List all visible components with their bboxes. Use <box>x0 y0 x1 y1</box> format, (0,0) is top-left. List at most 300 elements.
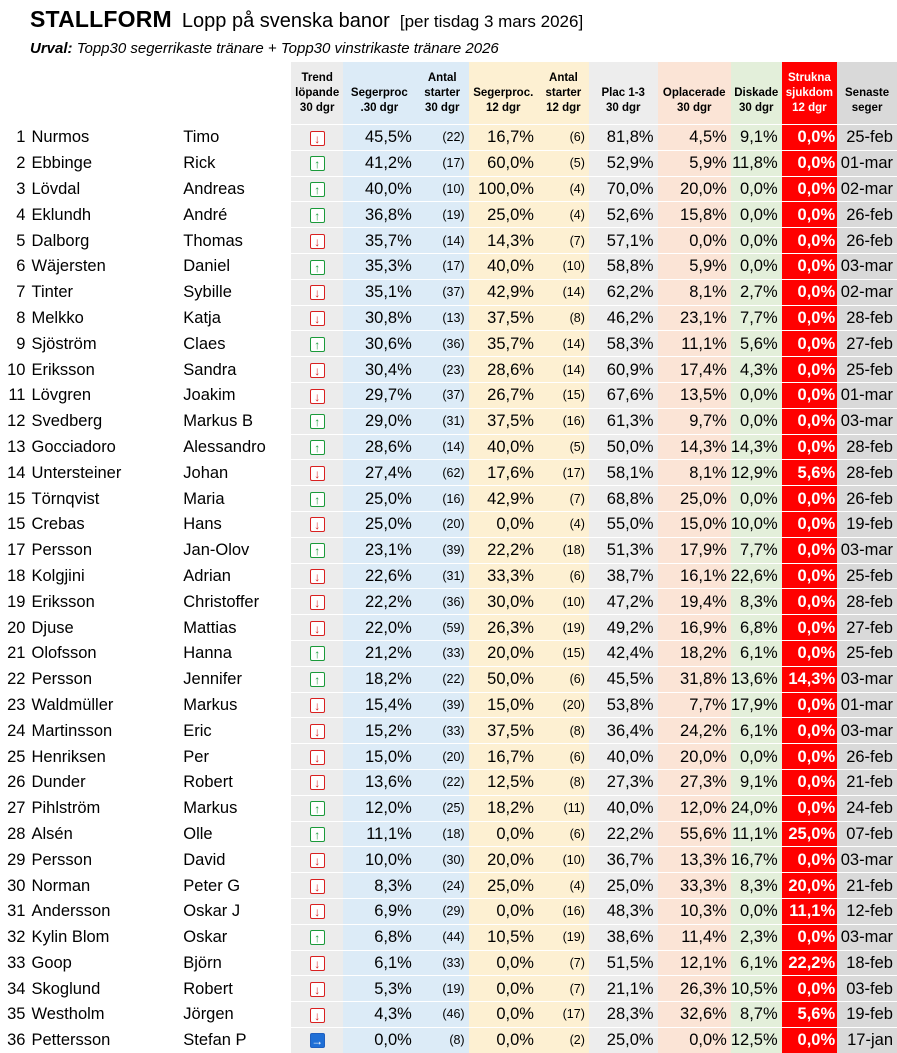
trend-cell <box>291 511 342 537</box>
rank-cell: 24 <box>0 718 29 744</box>
dq-cell: 12,9% <box>731 460 782 486</box>
unplaced-cell: 7,7% <box>658 692 731 718</box>
last-name-cell: Norman <box>29 873 181 899</box>
trend-down-arrow-icon: ↓ <box>310 569 325 584</box>
sick-cell: 14,3% <box>782 666 838 692</box>
win12-cell: 25,0% <box>469 202 538 228</box>
last-win-cell: 03-mar <box>837 537 897 563</box>
trend-cell <box>291 924 342 950</box>
unplaced-cell: 0,0% <box>658 1027 731 1052</box>
place-cell: 25,0% <box>589 873 658 899</box>
table-row <box>0 228 897 254</box>
starts30-cell: (24) <box>416 873 469 899</box>
last-win-cell: 26-feb <box>837 228 897 254</box>
first-name-cell: Olle <box>181 821 291 847</box>
table-row <box>0 125 897 151</box>
win30-cell: 29,0% <box>343 408 416 434</box>
first-name-cell: Per <box>181 744 291 770</box>
last-name-cell: Pihlström <box>29 795 181 821</box>
place-cell: 36,7% <box>589 847 658 873</box>
dq-cell: 8,3% <box>731 589 782 615</box>
first-name-cell: Sandra <box>181 357 291 383</box>
trend-cell <box>291 357 342 383</box>
starts12-cell: (18) <box>538 537 589 563</box>
starts30-cell: (16) <box>416 486 469 512</box>
trend-cell <box>291 331 342 357</box>
last-name-cell: Persson <box>29 666 181 692</box>
starts12-cell: (2) <box>538 1027 589 1052</box>
first-name-cell: Peter G <box>181 873 291 899</box>
trend-up-arrow-icon: ↑ <box>310 930 325 945</box>
last-name-cell: Crebas <box>29 511 181 537</box>
first-name-cell: Sybille <box>181 279 291 305</box>
last-win-cell: 01-mar <box>837 150 897 176</box>
win12-cell: 35,7% <box>469 331 538 357</box>
dq-cell: 13,6% <box>731 666 782 692</box>
starts12-cell: (6) <box>538 666 589 692</box>
place-cell: 58,1% <box>589 460 658 486</box>
dq-cell: 0,0% <box>731 744 782 770</box>
starts12-cell: (15) <box>538 640 589 666</box>
last-name-cell: Henriksen <box>29 744 181 770</box>
last-name-cell: Törnqvist <box>29 486 181 512</box>
starts30-cell: (59) <box>416 615 469 641</box>
last-win-cell: 24-feb <box>837 795 897 821</box>
last-name-cell: Dalborg <box>29 228 181 254</box>
starts12-cell: (7) <box>538 976 589 1002</box>
starts30-cell: (23) <box>416 357 469 383</box>
win12-cell: 14,3% <box>469 228 538 254</box>
first-name-cell: Jörgen <box>181 1002 291 1028</box>
win30-cell: 27,4% <box>343 460 416 486</box>
first-name-cell: Maria <box>181 486 291 512</box>
starts12-cell: (20) <box>538 692 589 718</box>
table-row <box>0 202 897 228</box>
dq-cell: 8,3% <box>731 873 782 899</box>
unplaced-cell: 19,4% <box>658 589 731 615</box>
table-row <box>0 873 897 899</box>
header-last-name <box>29 62 181 125</box>
first-name-cell: André <box>181 202 291 228</box>
dq-cell: 11,1% <box>731 821 782 847</box>
last-name-cell: Westholm <box>29 1002 181 1028</box>
trend-cell <box>291 460 342 486</box>
starts12-cell: (14) <box>538 279 589 305</box>
place-cell: 57,1% <box>589 228 658 254</box>
last-name-cell: Gocciadoro <box>29 434 181 460</box>
table-row <box>0 486 897 512</box>
unplaced-cell: 23,1% <box>658 305 731 331</box>
last-name-cell: Untersteiner <box>29 460 181 486</box>
dq-cell: 7,7% <box>731 305 782 331</box>
sick-cell: 0,0% <box>782 924 838 950</box>
table-row <box>0 382 897 408</box>
starts30-cell: (18) <box>416 821 469 847</box>
dq-cell: 24,0% <box>731 795 782 821</box>
place-cell: 52,9% <box>589 150 658 176</box>
starts30-cell: (36) <box>416 331 469 357</box>
trend-cell <box>291 744 342 770</box>
starts30-cell: (14) <box>416 434 469 460</box>
starts30-cell: (17) <box>416 150 469 176</box>
last-win-cell: 27-feb <box>837 331 897 357</box>
trend-down-arrow-icon: ↓ <box>310 956 325 971</box>
first-name-cell: Markus <box>181 795 291 821</box>
trend-cell <box>291 821 342 847</box>
trend-cell <box>291 873 342 899</box>
place-cell: 36,4% <box>589 718 658 744</box>
starts30-cell: (22) <box>416 769 469 795</box>
unplaced-cell: 15,0% <box>658 511 731 537</box>
table-row <box>0 434 897 460</box>
first-name-cell: Oskar <box>181 924 291 950</box>
trend-cell <box>291 847 342 873</box>
sick-cell: 0,0% <box>782 718 838 744</box>
last-win-cell: 28-feb <box>837 434 897 460</box>
unplaced-cell: 16,9% <box>658 615 731 641</box>
unplaced-cell: 31,8% <box>658 666 731 692</box>
first-name-cell: Adrian <box>181 563 291 589</box>
trend-down-arrow-icon: ↓ <box>310 750 325 765</box>
win12-cell: 16,7% <box>469 125 538 151</box>
sick-cell: 22,2% <box>782 950 838 976</box>
starts30-cell: (14) <box>416 228 469 254</box>
starts30-cell: (25) <box>416 795 469 821</box>
win30-cell: 28,6% <box>343 434 416 460</box>
starts30-cell: (10) <box>416 176 469 202</box>
header-last-win: Senaste seger <box>837 62 897 125</box>
win12-cell: 22,2% <box>469 537 538 563</box>
starts12-cell: (10) <box>538 253 589 279</box>
unplaced-cell: 13,5% <box>658 382 731 408</box>
table-row <box>0 640 897 666</box>
header-place: Plac 1-3 30 dgr <box>589 62 658 125</box>
rank-cell: 2 <box>0 150 29 176</box>
win30-cell: 22,6% <box>343 563 416 589</box>
trend-cell <box>291 279 342 305</box>
starts12-cell: (14) <box>538 331 589 357</box>
win12-cell: 18,2% <box>469 795 538 821</box>
starts12-cell: (6) <box>538 744 589 770</box>
trend-cell <box>291 950 342 976</box>
sick-cell: 0,0% <box>782 640 838 666</box>
sick-cell: 0,0% <box>782 331 838 357</box>
table-row <box>0 769 897 795</box>
table-row <box>0 460 897 486</box>
first-name-cell: Claes <box>181 331 291 357</box>
trend-down-arrow-icon: ↓ <box>310 234 325 249</box>
sick-cell: 0,0% <box>782 511 838 537</box>
place-cell: 68,8% <box>589 486 658 512</box>
rank-cell: 15 <box>0 511 29 537</box>
starts12-cell: (8) <box>538 718 589 744</box>
dq-cell: 10,5% <box>731 976 782 1002</box>
sick-cell: 0,0% <box>782 589 838 615</box>
trend-down-arrow-icon: ↓ <box>310 698 325 713</box>
starts12-cell: (8) <box>538 305 589 331</box>
dq-cell: 12,5% <box>731 1027 782 1052</box>
place-cell: 25,0% <box>589 1027 658 1052</box>
trend-cell <box>291 769 342 795</box>
starts30-cell: (22) <box>416 666 469 692</box>
last-name-cell: Olofsson <box>29 640 181 666</box>
starts12-cell: (8) <box>538 769 589 795</box>
starts30-cell: (39) <box>416 692 469 718</box>
win12-cell: 16,7% <box>469 744 538 770</box>
trend-down-arrow-icon: ↓ <box>310 517 325 532</box>
rank-cell: 23 <box>0 692 29 718</box>
rank-cell: 35 <box>0 1002 29 1028</box>
last-name-cell: Ebbinge <box>29 150 181 176</box>
trend-up-arrow-icon: ↑ <box>310 337 325 352</box>
table-row <box>0 537 897 563</box>
rank-cell: 29 <box>0 847 29 873</box>
last-win-cell: 03-mar <box>837 847 897 873</box>
dq-cell: 2,3% <box>731 924 782 950</box>
place-cell: 58,3% <box>589 331 658 357</box>
unplaced-cell: 14,3% <box>658 434 731 460</box>
win12-cell: 37,5% <box>469 718 538 744</box>
rank-cell: 30 <box>0 873 29 899</box>
rank-cell: 33 <box>0 950 29 976</box>
table-row <box>0 305 897 331</box>
last-name-cell: Dunder <box>29 769 181 795</box>
sick-cell: 0,0% <box>782 847 838 873</box>
dq-cell: 16,7% <box>731 847 782 873</box>
win30-cell: 13,6% <box>343 769 416 795</box>
header-win12: Segerproc. 12 dgr <box>469 62 538 125</box>
rank-cell: 18 <box>0 563 29 589</box>
unplaced-cell: 20,0% <box>658 176 731 202</box>
first-name-cell: Markus <box>181 692 291 718</box>
rank-cell: 34 <box>0 976 29 1002</box>
rank-cell: 25 <box>0 744 29 770</box>
win12-cell: 0,0% <box>469 950 538 976</box>
header-starts30: Antal starter 30 dgr <box>416 62 469 125</box>
trend-cell <box>291 150 342 176</box>
trend-down-arrow-icon: ↓ <box>310 982 325 997</box>
sick-cell: 0,0% <box>782 744 838 770</box>
win30-cell: 30,4% <box>343 357 416 383</box>
last-name-cell: Martinsson <box>29 718 181 744</box>
trend-cell <box>291 640 342 666</box>
trend-cell <box>291 976 342 1002</box>
dq-cell: 6,1% <box>731 640 782 666</box>
last-win-cell: 21-feb <box>837 769 897 795</box>
place-cell: 60,9% <box>589 357 658 383</box>
last-win-cell: 26-feb <box>837 202 897 228</box>
win30-cell: 22,0% <box>343 615 416 641</box>
last-win-cell: 01-mar <box>837 382 897 408</box>
trend-down-arrow-icon: ↓ <box>310 775 325 790</box>
starts30-cell: (37) <box>416 382 469 408</box>
starts12-cell: (16) <box>538 898 589 924</box>
rank-cell: 26 <box>0 769 29 795</box>
place-cell: 28,3% <box>589 1002 658 1028</box>
rank-cell: 1 <box>0 125 29 151</box>
last-name-cell: Melkko <box>29 305 181 331</box>
sick-cell: 0,0% <box>782 976 838 1002</box>
dq-cell: 5,6% <box>731 331 782 357</box>
starts12-cell: (19) <box>538 924 589 950</box>
last-name-cell: Lövgren <box>29 382 181 408</box>
unplaced-cell: 10,3% <box>658 898 731 924</box>
dq-cell: 0,0% <box>731 253 782 279</box>
place-cell: 50,0% <box>589 434 658 460</box>
starts12-cell: (14) <box>538 357 589 383</box>
last-win-cell: 17-jan <box>837 1027 897 1052</box>
trend-cell <box>291 898 342 924</box>
dq-cell: 4,3% <box>731 357 782 383</box>
unplaced-cell: 26,3% <box>658 976 731 1002</box>
rank-cell: 13 <box>0 434 29 460</box>
starts30-cell: (29) <box>416 898 469 924</box>
dq-cell: 0,0% <box>731 382 782 408</box>
table-row <box>0 253 897 279</box>
starts30-cell: (19) <box>416 976 469 1002</box>
last-win-cell: 03-mar <box>837 718 897 744</box>
win30-cell: 25,0% <box>343 486 416 512</box>
sick-cell: 0,0% <box>782 692 838 718</box>
win30-cell: 35,3% <box>343 253 416 279</box>
dq-cell: 6,1% <box>731 950 782 976</box>
unplaced-cell: 4,5% <box>658 125 731 151</box>
win12-cell: 17,6% <box>469 460 538 486</box>
first-name-cell: Andreas <box>181 176 291 202</box>
trend-up-arrow-icon: ↑ <box>310 182 325 197</box>
sick-cell: 0,0% <box>782 486 838 512</box>
table-row <box>0 821 897 847</box>
win30-cell: 23,1% <box>343 537 416 563</box>
last-win-cell: 21-feb <box>837 873 897 899</box>
starts12-cell: (7) <box>538 950 589 976</box>
trend-down-arrow-icon: ↓ <box>310 389 325 404</box>
trend-down-arrow-icon: ↓ <box>310 853 325 868</box>
sick-cell: 0,0% <box>782 563 838 589</box>
unplaced-cell: 11,4% <box>658 924 731 950</box>
last-win-cell: 01-mar <box>837 692 897 718</box>
trend-cell <box>291 125 342 151</box>
trend-cell <box>291 692 342 718</box>
starts30-cell: (39) <box>416 537 469 563</box>
table-row <box>0 511 897 537</box>
table-row <box>0 279 897 305</box>
starts12-cell: (4) <box>538 873 589 899</box>
win12-cell: 28,6% <box>469 357 538 383</box>
trend-down-arrow-icon: ↓ <box>310 285 325 300</box>
win12-cell: 42,9% <box>469 486 538 512</box>
table-row <box>0 744 897 770</box>
unplaced-cell: 18,2% <box>658 640 731 666</box>
starts12-cell: (7) <box>538 228 589 254</box>
win12-cell: 0,0% <box>469 511 538 537</box>
header-sick: Strukna sjukdom 12 dgr <box>782 62 838 125</box>
win30-cell: 30,8% <box>343 305 416 331</box>
win30-cell: 6,8% <box>343 924 416 950</box>
table-row <box>0 563 897 589</box>
sick-cell: 0,0% <box>782 279 838 305</box>
last-name-cell: Eriksson <box>29 589 181 615</box>
place-cell: 48,3% <box>589 898 658 924</box>
starts30-cell: (20) <box>416 744 469 770</box>
win30-cell: 35,1% <box>343 279 416 305</box>
win12-cell: 37,5% <box>469 408 538 434</box>
place-cell: 40,0% <box>589 795 658 821</box>
first-name-cell: Katja <box>181 305 291 331</box>
unplaced-cell: 8,1% <box>658 460 731 486</box>
last-win-cell: 25-feb <box>837 563 897 589</box>
starts12-cell: (4) <box>538 511 589 537</box>
starts30-cell: (13) <box>416 305 469 331</box>
rank-cell: 27 <box>0 795 29 821</box>
place-cell: 49,2% <box>589 615 658 641</box>
starts12-cell: (4) <box>538 202 589 228</box>
trend-down-arrow-icon: ↓ <box>310 311 325 326</box>
sick-cell: 25,0% <box>782 821 838 847</box>
win12-cell: 42,9% <box>469 279 538 305</box>
starts30-cell: (33) <box>416 640 469 666</box>
place-cell: 61,3% <box>589 408 658 434</box>
trend-down-arrow-icon: ↓ <box>310 595 325 610</box>
place-cell: 81,8% <box>589 125 658 151</box>
last-win-cell: 02-mar <box>837 176 897 202</box>
table-row <box>0 718 897 744</box>
unplaced-cell: 32,6% <box>658 1002 731 1028</box>
trend-cell <box>291 408 342 434</box>
rank-cell: 28 <box>0 821 29 847</box>
sick-cell: 0,0% <box>782 769 838 795</box>
last-name-cell: Nurmos <box>29 125 181 151</box>
win30-cell: 4,3% <box>343 1002 416 1028</box>
sick-cell: 0,0% <box>782 150 838 176</box>
place-cell: 62,2% <box>589 279 658 305</box>
starts30-cell: (8) <box>416 1027 469 1052</box>
sick-cell: 0,0% <box>782 795 838 821</box>
win30-cell: 6,9% <box>343 898 416 924</box>
win30-cell: 15,0% <box>343 744 416 770</box>
trend-up-arrow-icon: ↑ <box>310 646 325 661</box>
place-cell: 46,2% <box>589 305 658 331</box>
first-name-cell: Jan-Olov <box>181 537 291 563</box>
trend-up-arrow-icon: ↑ <box>310 208 325 223</box>
rank-cell: 7 <box>0 279 29 305</box>
rank-cell: 17 <box>0 537 29 563</box>
brand-title: STALLFORM <box>30 6 172 32</box>
last-win-cell: 25-feb <box>837 125 897 151</box>
last-win-cell: 03-mar <box>837 253 897 279</box>
unplaced-cell: 15,8% <box>658 202 731 228</box>
last-name-cell: Andersson <box>29 898 181 924</box>
dq-cell: 11,8% <box>731 150 782 176</box>
trend-down-arrow-icon: ↓ <box>310 879 325 894</box>
win30-cell: 30,6% <box>343 331 416 357</box>
trend-cell <box>291 1027 342 1052</box>
unplaced-cell: 8,1% <box>658 279 731 305</box>
last-name-cell: Lövdal <box>29 176 181 202</box>
sick-cell: 0,0% <box>782 253 838 279</box>
table-row <box>0 408 897 434</box>
dq-cell: 0,0% <box>731 408 782 434</box>
table-row <box>0 847 897 873</box>
trend-cell <box>291 666 342 692</box>
table-row <box>0 795 897 821</box>
dq-cell: 9,1% <box>731 769 782 795</box>
unplaced-cell: 12,1% <box>658 950 731 976</box>
win30-cell: 41,2% <box>343 150 416 176</box>
last-win-cell: 26-feb <box>837 486 897 512</box>
starts12-cell: (19) <box>538 615 589 641</box>
trend-up-arrow-icon: ↑ <box>310 672 325 687</box>
